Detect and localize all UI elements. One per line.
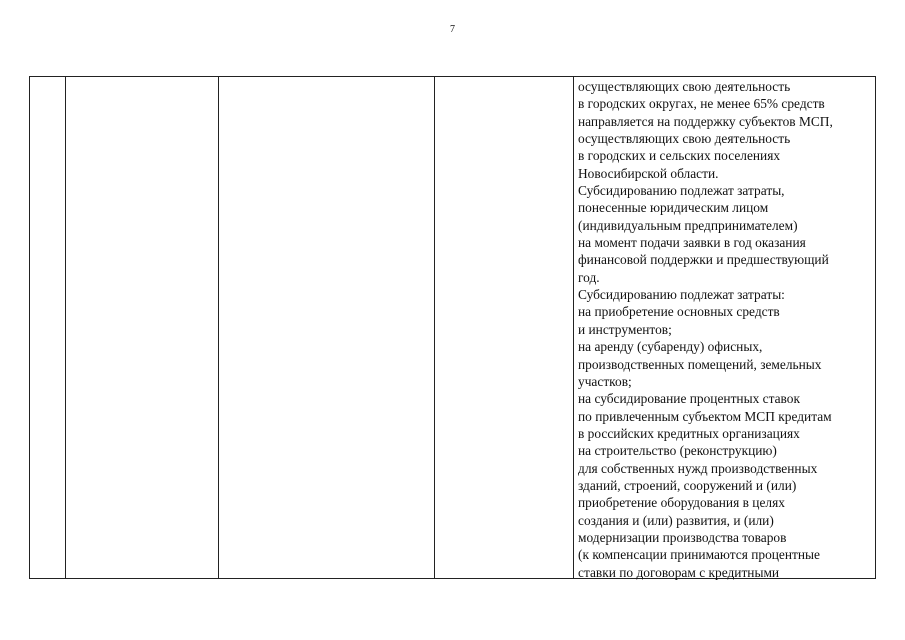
column-divider <box>65 77 66 578</box>
cell-text-line: финансовой поддержки и предшествующий <box>578 252 829 268</box>
cell-text-line: направляется на поддержку субъектов МСП, <box>578 113 833 129</box>
cell-text-line: на момент подачи заявки в год оказания <box>578 235 806 251</box>
column-divider <box>218 77 219 578</box>
cell-text-line: создания и (или) развития, и (или) <box>578 512 774 528</box>
cell-text-line: в городских округах, не менее 65% средств <box>578 96 825 112</box>
cell-text-line: осуществляющих свою деятельность <box>578 79 791 94</box>
cell-text-line: на приобретение основных средств <box>578 304 780 320</box>
cell-text-line: на субсидирование процентных ставок <box>578 391 800 407</box>
column-divider <box>434 77 435 578</box>
cell-text-line: в российских кредитных организациях <box>578 425 800 441</box>
cell-text-line: модернизации производства товаров <box>578 529 787 545</box>
cell-text-line: на аренду (субаренду) офисных, <box>578 339 763 355</box>
cell-text-line: и инструментов; <box>578 321 672 337</box>
cell-text-line: в городских и сельских поселениях <box>578 148 781 164</box>
cell-text-line: приобретение оборудования в целях <box>578 495 785 511</box>
document-table <box>29 76 876 579</box>
cell-text-line: (к компенсации принимаются процентные <box>578 547 820 563</box>
cell-text-line: по привлеченным субъектом МСП кредитам <box>578 408 832 424</box>
cell-text-line: понесенные юридическим лицом <box>578 200 769 216</box>
cell-text-line: для собственных нужд производственных <box>578 460 818 476</box>
table-cell-description <box>578 78 874 581</box>
cell-text-line: осуществляющих свою деятельность <box>578 131 791 147</box>
cell-text-line: год. <box>578 269 600 285</box>
cell-text-line: ставки по договорам с кредитными <box>578 564 780 580</box>
cell-text-line: Субсидированию подлежат затраты: <box>578 287 785 303</box>
cell-text-line: участков; <box>578 373 632 389</box>
column-divider <box>573 77 574 578</box>
cell-text-line: Новосибирской области. <box>578 165 719 181</box>
cell-text-line: производственных помещений, земельных <box>578 356 822 372</box>
cell-text-line: зданий, строений, сооружений и (или) <box>578 477 797 493</box>
cell-text-line: Субсидированию подлежат затраты, <box>578 183 785 199</box>
page-number: 7 <box>450 24 455 35</box>
cell-text-line: на строительство (реконструкцию) <box>578 443 777 459</box>
cell-text-line: (индивидуальным предпринимателем) <box>578 217 798 233</box>
